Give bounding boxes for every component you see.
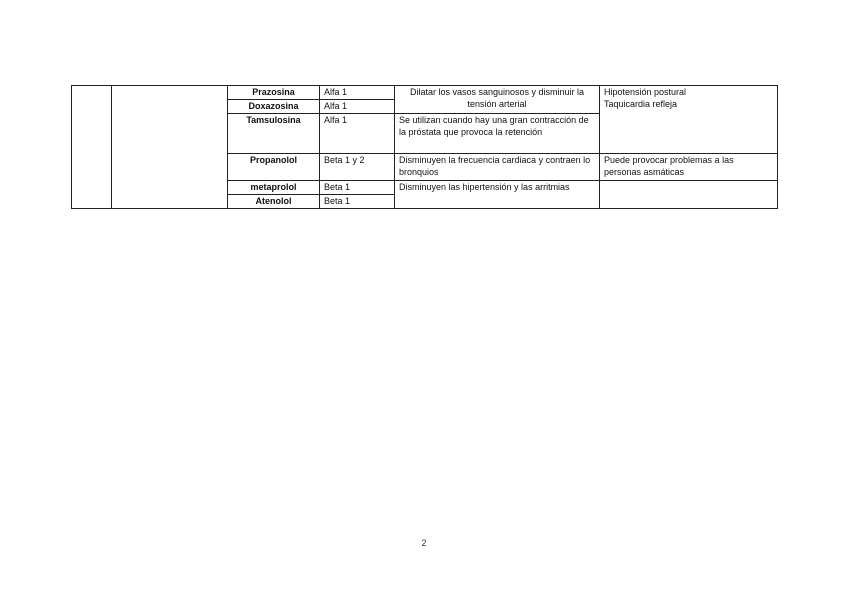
drug-name: Prazosina <box>228 86 320 100</box>
side-effects: Puede provocar problemas a las personas asmáticas <box>600 154 778 181</box>
receptor-type: Alfa 1 <box>320 114 395 154</box>
drug-name: Propanolol <box>228 154 320 181</box>
drug-name: metaprolol <box>228 181 320 195</box>
receptor-type: Alfa 1 <box>320 100 395 114</box>
receptor-type: Beta 1 y 2 <box>320 154 395 181</box>
page-number: 2 <box>421 538 427 548</box>
drug-name: Doxazosina <box>228 100 320 114</box>
receptor-type: Beta 1 <box>320 195 395 209</box>
receptor-type: Beta 1 <box>320 181 395 195</box>
side-effect-item: Taquicardia refleja <box>604 99 678 109</box>
empty-cell <box>112 86 228 209</box>
side-effects <box>600 86 778 154</box>
drug-name: Atenolol <box>228 195 320 209</box>
drug-name: Tamsulosina <box>228 114 320 154</box>
drug-table <box>71 85 778 209</box>
receptor-type: Alfa 1 <box>320 86 395 100</box>
drug-use: Disminuyen la frecuencia cardiaca y contraen lo bronquios <box>395 154 600 181</box>
drug-use: Disminuyen las hipertensión y las arritmias <box>395 181 600 209</box>
drug-use: Dilatar los vasos sanguinosos y disminuir la tensión arterial <box>395 86 600 114</box>
empty-cell <box>72 86 112 209</box>
table-row <box>72 86 778 100</box>
drug-use: Se utilizan cuando hay una gran contracción de la próstata que provoca la retención <box>395 114 600 154</box>
side-effect-item: Hipotensión postural <box>604 87 687 97</box>
side-effects <box>600 181 778 209</box>
